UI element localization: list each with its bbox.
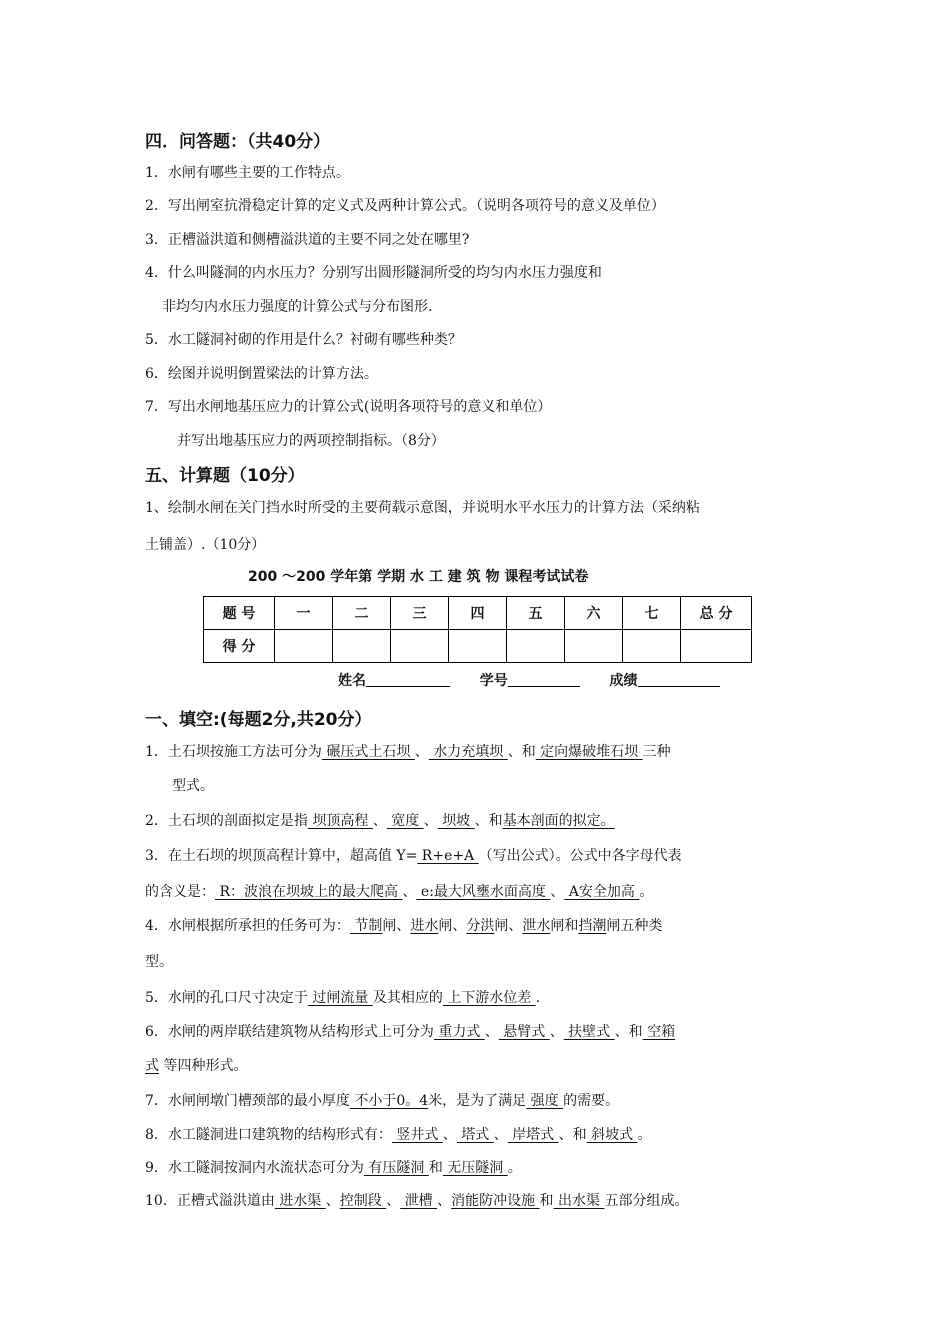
question-8-line: 8．水工隧洞进口建筑物的结构形式有： 竖井式 、 塔式 、 岸塔式 、和 斜坡式 。 [145,1127,652,1143]
table-cell: 三 [391,597,449,630]
student-info-line [338,670,720,690]
section-5-heading: 五、计算题（10分） [145,466,305,486]
grade-field[interactable] [638,672,720,687]
student-id-label: 学号 [479,673,508,689]
table-cell: 二 [333,597,391,630]
answer-blank: 水力充填坝 [428,744,508,760]
question-1-line: 1．土石坝按施工方法可分为 碾压式土石坝 、 水力充填坝 、和 定向爆破堆石坝 三种 [145,744,671,760]
answer-blank: 过闸流量 [307,990,373,1006]
question-line: 7．写出水闸地基压应力的计算公式(说明各项符号的意义和单位） [145,399,552,415]
question-line: 5．水工隧洞衬砌的作用是什么？衬砌有哪些种类？ [145,332,462,348]
answer-blank: 进水渠 [274,1193,326,1209]
question-2-line: 2．土石坝的剖面拟定是指 坝顶高程 、 宽度 、 坝坡 、和基本剖面的拟定。 [145,813,615,829]
answer-blank: e:最大风壅水面高度 [416,884,551,900]
answer-blank: 泄槽 [400,1193,438,1209]
table-cell: 四 [449,597,507,630]
question-3-line: 3．在土石坝的坝顶高程计算中，超高值 Y= R+e+A （写出公式）。公式中各字母代表 [145,848,682,864]
question-10-line: 10．正槽式溢洪道由 进水渠 、控制段 、 泄槽 、消能防冲设施 和 出水渠 五部分组成。 [145,1193,689,1209]
score-table-score-row [204,630,752,663]
question-5-line: 5．水闸的孔口尺寸决定于 过闸流量 及其相应的 上下游水位差 . [145,990,541,1006]
question-line: 3．正槽溢洪道和侧槽溢洪道的主要不同之处在哪里? [145,232,470,248]
answer-blank: 扶壁式 [563,1024,615,1040]
score-input-cell[interactable] [623,630,681,663]
answer-blank: 斜坡式 [586,1127,638,1143]
name-field[interactable] [366,672,450,687]
score-input-cell[interactable] [681,630,752,663]
answer-blank: 坝坡 [437,813,475,829]
question-line: 土铺盖）.（10分） [145,537,266,553]
answer-blank: 宽度 [386,813,424,829]
score-input-cell[interactable] [507,630,565,663]
question-line: 非均匀内水压力强度的计算公式与分布图形. [162,299,433,315]
question-9-line: 9．水工隧洞按洞内水流状态可分为 有压隧洞 和 无压隧洞 。 [145,1160,522,1176]
section-4-heading: 四．问答题：（共40分） [145,132,331,152]
question-6-line-2: 式 等四种形式。 [145,1058,248,1074]
answer-blank: 空箱 [642,1024,676,1040]
answer-blank: 定向爆破堆石坝 [535,744,643,760]
table-cell: 六 [565,597,623,630]
question-4-line: 4．水闸根据所承担的任务可为： 节制闸、进水闸、分洪闸、泄水闸和挡潮闸五种类 [145,918,663,934]
question-7-line: 7．水闸闸墩门槽颈部的最小厚度 不小于0。4米，是为了满足 强度 的需要。 [145,1093,620,1109]
score-input-cell[interactable] [391,630,449,663]
answer-blank: R+e+A [417,848,479,864]
answer-blank: 塔式 [456,1127,494,1143]
answer-blank: 消能防冲设施 [451,1193,540,1209]
answer-blank: 岸塔式 [507,1127,559,1143]
table-cell: 题 号 [204,597,275,630]
question-line: 1．水闸有哪些主要的工作特点。 [145,165,350,181]
answer-blank: R：波浪在坝坡上的最大爬高 [215,884,403,900]
score-input-cell[interactable] [449,630,507,663]
answer-blank: 基本剖面的拟定。 [502,813,615,829]
answer-blank: 碾压式土石坝 [321,744,415,760]
answer-blank: 重力式 [433,1024,485,1040]
question-3-line-2: 的含义是： R：波浪在坝坡上的最大爬高 、 e:最大风壅水面高度 、 A安全加高 。 [145,884,654,900]
answer-blank: 进水 [410,918,439,934]
question-line: 6．绘图并说明倒置梁法的计算方法。 [145,366,378,382]
answer-blank: 出水渠 [553,1193,605,1209]
answer-blank: 分洪 [466,918,495,934]
answer-blank: 坝顶高程 [307,813,373,829]
student-id-field[interactable] [508,672,580,687]
score-table [203,596,752,663]
question-1-line-2: 型式。 [172,778,214,794]
answer-blank: 悬臂式 [498,1024,550,1040]
table-cell: 总 分 [681,597,752,630]
question-line: 1、绘制水闸在关门挡水时所受的主要荷载示意图，并说明水平水压力的计算方法（采纳粘 [145,500,700,516]
name-label: 姓名 [338,673,366,689]
answer-blank: 节制 [349,918,383,934]
answer-blank: 式 [145,1058,159,1074]
question-6-line: 6．水闸的两岸联结建筑物从结构形式上可分为 重力式 、 悬臂式 、 扶壁式 、和 空箱 [145,1024,676,1040]
answer-blank: 挡潮 [578,918,607,934]
score-input-cell[interactable] [565,630,623,663]
question-line: 并写出地基压应力的两项控制指标。（8分） [177,433,445,449]
answer-blank: 上下游水位差 [442,990,536,1006]
answer-blank: 控制段 [339,1193,387,1209]
section-1-heading: 一、填空:(每题2分,共20分） [145,710,372,730]
score-input-cell[interactable] [333,630,391,663]
table-cell: 一 [275,597,333,630]
exam-title: 200 ～200 学年第 学期 水 工 建 筑 物 课程考试试卷 [248,569,589,585]
table-cell: 七 [623,597,681,630]
question-line: 2．写出闸室抗滑稳定计算的定义式及两种计算公式。（说明各项符号的意义及单位） [145,198,665,214]
score-input-cell[interactable] [275,630,333,663]
answer-blank: 竖井式 [391,1127,443,1143]
answer-blank: 强度 [526,1093,564,1109]
grade-label: 成绩 [609,673,638,689]
answer-blank: A安全加高 [564,884,640,900]
score-table-header-row [204,597,752,630]
question-4-line-2: 型。 [145,954,173,970]
answer-blank: 有压隧洞 [363,1160,429,1176]
answer-blank: 泄水 [522,918,551,934]
table-cell: 得 分 [204,630,275,663]
question-line: 4．什么叫隧洞的内水压力？分别写出圆形隧洞所受的均匀内水压力强度和 [145,265,602,281]
answer-blank: 不小于0。4 [349,1093,429,1109]
answer-blank: 无压隧洞 [442,1160,508,1176]
table-cell: 五 [507,597,565,630]
